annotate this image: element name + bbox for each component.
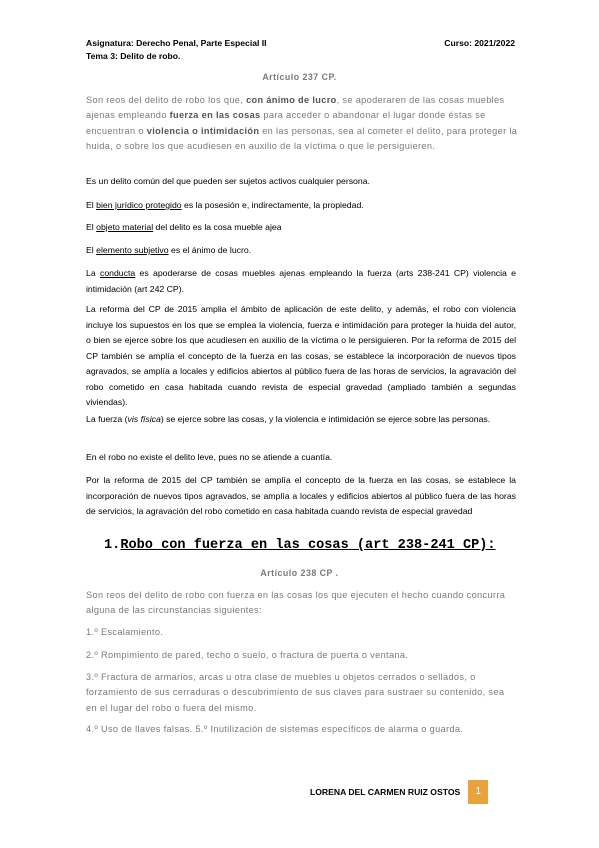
article-238-item-3: 3.º Fractura de armarios, arcas u otra clase de muebles u objetos cerrados o sellados, o forzamiento de sus cerraduras o descubrimiento de sus claves para sustraer su contenido, sea en el lugar del robo o fuera del mismo. bbox=[86, 672, 505, 713]
section-number: 1. bbox=[104, 538, 121, 553]
article-238-intro: Son reos del delito de robo con fuerza en las cosas los que ejecuten el hecho cuando concurra alguna de las circunstancias siguientes: bbox=[86, 590, 506, 616]
topic-label: Tema 3: Delito de robo. bbox=[86, 51, 181, 61]
paragraph-material-object: El objeto material del delito es la cosa mueble ajea bbox=[86, 222, 282, 232]
article-237-title: Artículo 237 CP. bbox=[262, 72, 337, 82]
paragraph-reform-2015: La reforma del CP de 2015 amplia el ámbito de aplicación de este delito, y además, el robo con violencia incluye los supuestos en los que se emplea la violencia, fuerza e intimidación para proteger la huida del autor, o bien se ejerce sobre los que acudiesen en auxilio de la víctima o le persiguieren. Por la reforma de 2015 del CP también se amplía el concepto de la fuerza en las cosas, se establece la incorporación de nuevos tipos agravados, se amplía a locales y edificios abiertos al público fuera de las horas de servicios, la agravación del robo cometido en casa habitada cuando revista de especial gravedad (ampliado también a segundas viviendas). bbox=[86, 304, 516, 407]
paragraph-reform-force: Por la reforma de 2015 del CP también se amplía el concepto de la fuerza en las cosas, se establece la incorporación de nuevos tipos agravados, se amplía a locales y edificios abiertos al público fuera de las horas de servicios, la agravación del robo cometido en casa habitada cuando revista de especial gravedad bbox=[86, 475, 516, 516]
article-238-title: Artículo 238 CP . bbox=[260, 568, 339, 578]
page-number: 1 bbox=[468, 780, 488, 804]
paragraph-subjective-element: El elemento subjetivo es el ánimo de lucro. bbox=[86, 245, 252, 255]
paragraph-conduct: La conducta es apoderarse de cosas muebles ajenas empleando la fuerza (arts 238-241 CP) violencia e intimidación (art 242 CP). bbox=[86, 268, 517, 294]
article-238-item-4-5: 4.º Uso de llaves falsas. 5.º Inutilización de sistemas específicos de alarma o guarda. bbox=[86, 724, 464, 734]
article-238-item-1: 1.º Escalamiento. bbox=[86, 627, 164, 637]
section-title: Robo con fuerza en las cosas (art 238-241 CP): bbox=[120, 538, 496, 553]
paragraph-common-crime: Es un delito común del que pueden ser sujetos activos cualquier persona. bbox=[86, 176, 370, 186]
article-238-item-2: 2.º Rompimiento de pared, techo o suelo, o fractura de puerta o ventana. bbox=[86, 650, 409, 660]
course-label: Curso: 2021/2022 bbox=[444, 38, 515, 48]
page-header bbox=[86, 37, 515, 63]
paragraph-vis-fisica: La fuerza (vis física) se ejerce sobre las cosas, y la violencia e intimidación se ejerce sobre las personas. bbox=[86, 414, 491, 424]
paragraph-no-minor-offence: En el robo no existe el delito leve, pues no se atiende a cuantía. bbox=[86, 452, 333, 462]
paragraph-legal-good: El bien jurídico protegido es la posesión e, indirectamente, la propiedad. bbox=[86, 200, 364, 210]
article-237-text: Son reos del delito de robo los que, con ánimo de lucro, se apoderaren de las cosas muebles ajenas empleando fuerza en las cosas para acceder o abandonar el lugar donde éstas se encuentran o violencia o intimidación en las personas, sea al cometer el delito, para proteger la huida, o sobre los que acudiesen en auxilio de la víctima o que le persiguieren. bbox=[86, 95, 518, 152]
subject-label: Asignatura: Derecho Penal, Parte Especial II bbox=[86, 38, 267, 48]
section-1-heading bbox=[104, 538, 496, 553]
page-footer bbox=[310, 780, 488, 804]
author-name: LORENA DEL CARMEN RUIZ OSTOS bbox=[310, 787, 461, 797]
